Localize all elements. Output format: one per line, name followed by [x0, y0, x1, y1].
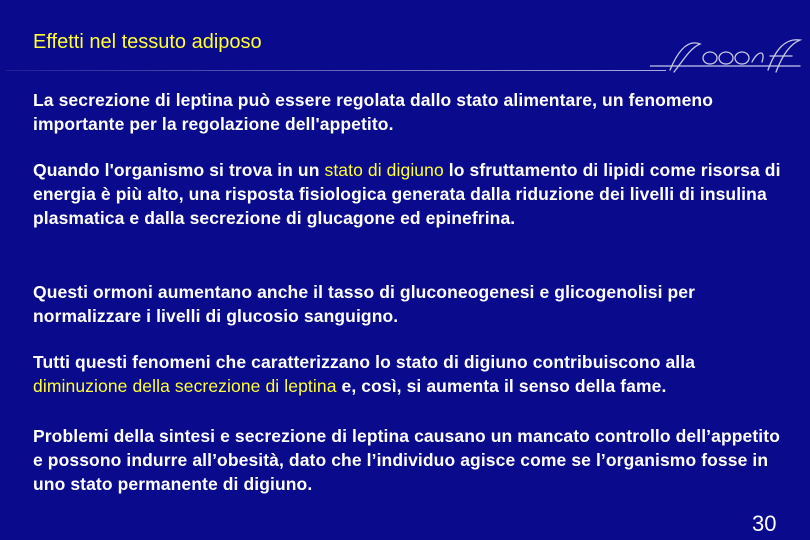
- paragraph-obesity: Problemi della sintesi e secrezione di leptina causano un mancato controllo dell’appetito e possono indurre all’obesità, dato che l’individuo agisce come se l’organismo fosse in uno stato permanente di digiuno.: [33, 426, 780, 494]
- paragraph-leptin-regulation: La secrezione di leptina può essere regolata dallo stato alimentare, un fenomeno importante per la regolazione dell'appetito.: [33, 90, 713, 134]
- slide-title: Effetti nel tessuto adiposo: [33, 31, 262, 53]
- paragraph-hunger-text-end: e, così, si aumenta il senso della fame.: [336, 376, 667, 396]
- paragraph-fasting-text-start: Quando l'organismo si trova in un: [33, 160, 325, 180]
- page-number: 30: [752, 511, 777, 536]
- paragraph-fasting-state: [33, 158, 793, 230]
- signature-logo-icon: [650, 36, 810, 76]
- title-divider: [6, 70, 666, 71]
- paragraph-fasting-text-end: lo sfruttamento di lipidi come risorsa di energia è più alto, una risposta fisiologica generata dalla riduzione dei livelli di insulina plasmatica e dalla secrezione di glucagone ed epinefrina.: [33, 160, 781, 228]
- paragraph-hunger-text-start: Tutti questi fenomeni che caratterizzano lo stato di digiuno contribuiscono alla: [33, 352, 696, 372]
- highlight-leptin-decrease: diminuzione della secrezione di leptina: [33, 376, 337, 396]
- paragraph-hormones: Questi ormoni aumentano anche il tasso di gluconeogenesi e glicogenolisi per normalizzare i livelli di glucosio sanguigno.: [33, 282, 696, 326]
- highlight-fasting-state: stato di digiuno: [324, 160, 444, 180]
- paragraph-hunger: [33, 350, 793, 398]
